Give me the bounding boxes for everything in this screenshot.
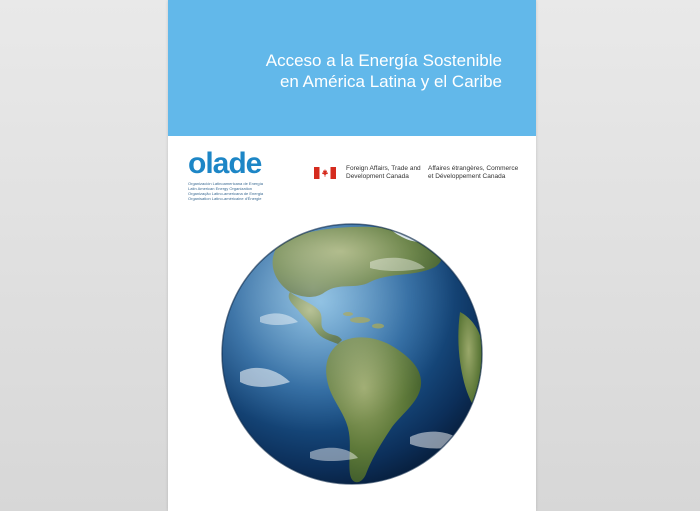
- olade-subtitle-line: Organização Latino-americana de Energia: [188, 191, 264, 196]
- report-cover: [168, 0, 536, 511]
- canada-english-line1: Foreign Affairs, Trade and: [346, 165, 421, 172]
- olade-subtitle-line: Organización Latinoamericana de Energía: [188, 181, 263, 186]
- header-band: [168, 0, 536, 136]
- olade-logo-word: olade: [188, 147, 262, 180]
- canada-flag-icon: [314, 167, 336, 179]
- olade-subtitle: [188, 181, 308, 201]
- cover-title: [202, 50, 502, 92]
- olade-subtitle-line: Latin American Energy Organization: [188, 186, 253, 191]
- globe-americas-icon: [220, 222, 484, 486]
- cover-title-line2: en América Latina y el Caribe: [279, 72, 502, 91]
- olade-logo: [188, 149, 308, 201]
- canada-signature: [314, 164, 524, 188]
- canada-english-name: [346, 165, 428, 181]
- olade-subtitle-line: Organisation Latino-américaine d'Énergie: [188, 196, 262, 201]
- canada-french-line2: et Développement Canada: [428, 173, 506, 180]
- canada-english-line2: Development Canada: [346, 173, 409, 180]
- cover-title-line1: Acceso a la Energía Sostenible: [265, 51, 502, 70]
- canada-french-line1: Affaires étrangères, Commerce: [428, 165, 519, 172]
- canada-french-name: [428, 165, 520, 181]
